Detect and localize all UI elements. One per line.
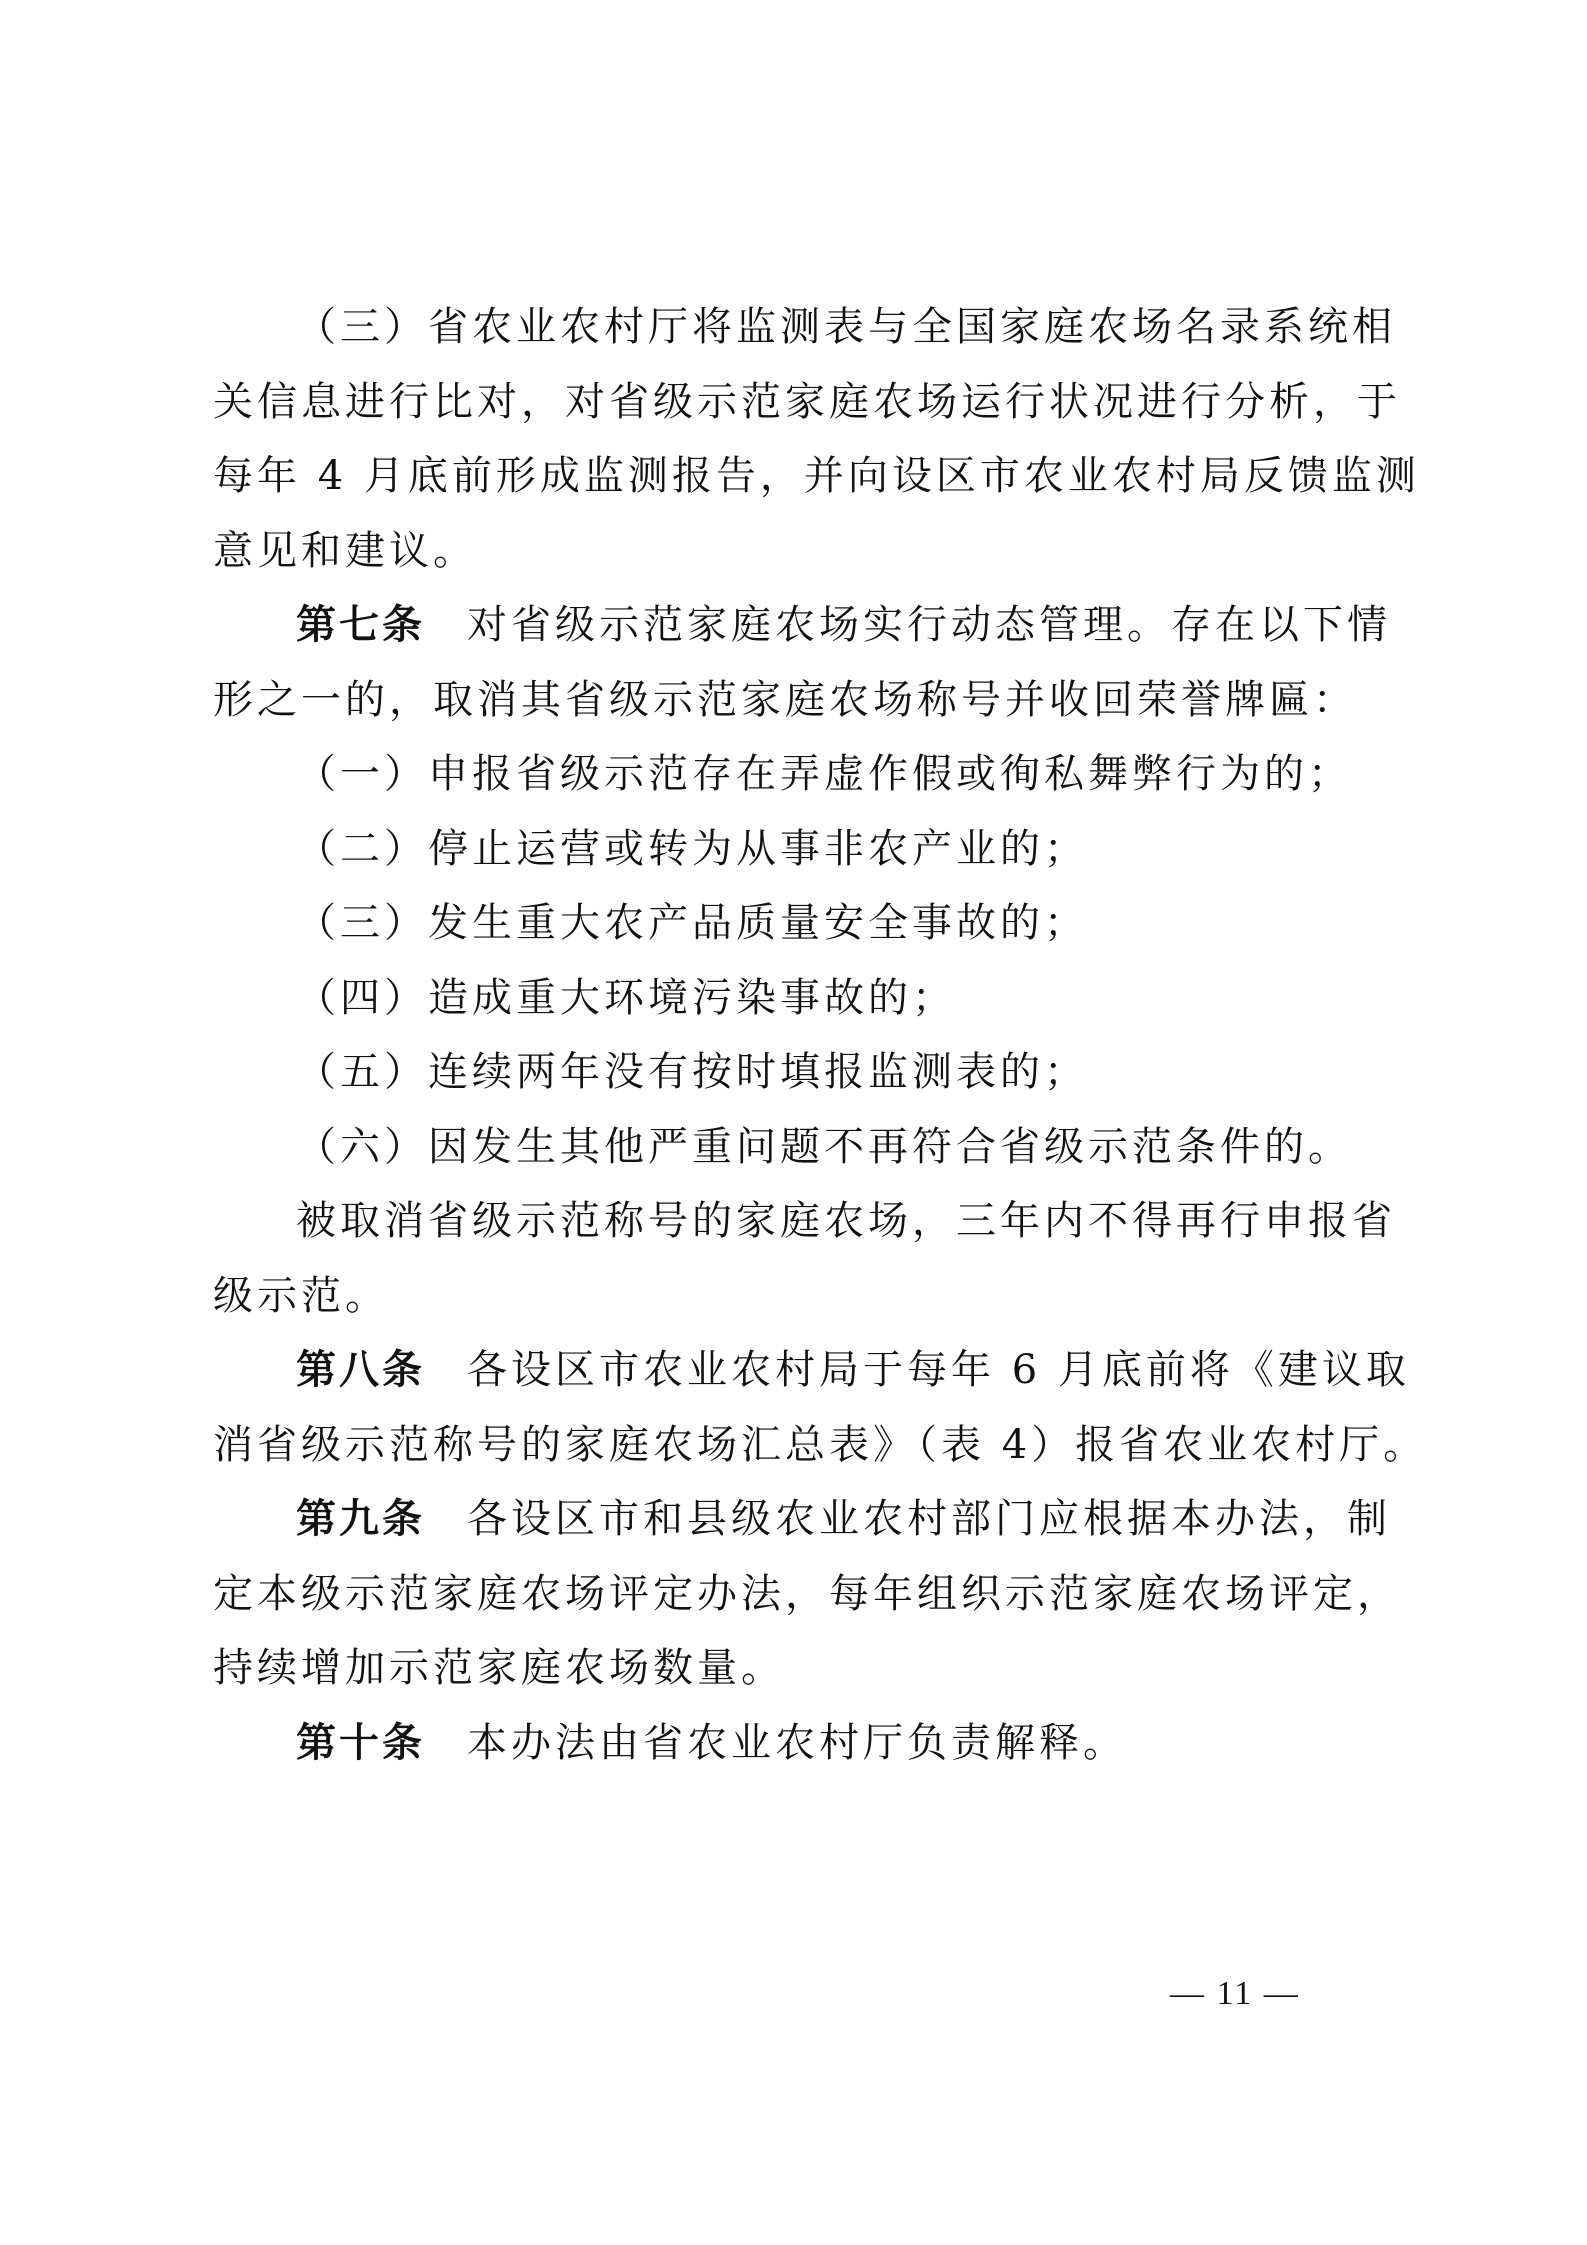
- article-9-line: 第九条 各设区市和县级农业农村部门应根据本办法，制: [296, 1496, 1391, 1542]
- document-body: [213, 290, 1428, 1780]
- text-line: 每年 4 月底前形成监测报告，并向设区市农业农村局反馈监测: [213, 453, 1420, 499]
- article-9-heading: 第九条: [296, 1496, 425, 1542]
- article-10-heading: 第十条: [296, 1719, 425, 1766]
- list-item: （三）发生重大农产品质量安全事故的；: [296, 900, 1088, 946]
- list-item: （二）停止运营或转为从事非农产业的；: [296, 825, 1088, 872]
- list-item: （一）申报省级示范存在弄虚作假或徇私舞弊行为的；: [296, 751, 1352, 797]
- text-line: 定本级示范家庭农场评定办法，每年组织示范家庭农场评定，: [213, 1570, 1401, 1617]
- article-7-heading: 第七条: [296, 602, 425, 648]
- list-item: （六）因发生其他严重问题不再符合省级示范条件的。: [296, 1123, 1352, 1170]
- list-item: （四）造成重大环境污染事故的；: [296, 974, 956, 1021]
- article-7-line: 第七条 对省级示范家庭农场实行动态管理。存在以下情: [296, 602, 1391, 648]
- text-line: 意见和建议。: [213, 527, 477, 574]
- text-line: 形之一的，取消其省级示范家庭农场称号并收回荣誉牌匾：: [213, 676, 1357, 723]
- page-number: — 11 —: [1170, 1975, 1300, 2012]
- text-line: 关信息进行比对，对省级示范家庭农场运行状况进行分析，于: [213, 378, 1401, 425]
- text-line: （三）省农业农村厅将监测表与全国家庭农场名录系统相: [296, 304, 1396, 350]
- article-10-line: 第十条 本办法由省农业农村厅负责解释。: [296, 1719, 1127, 1766]
- article-8-heading: 第八条: [296, 1347, 425, 1393]
- text-line: 持续增加示范家庭农场数量。: [213, 1645, 785, 1691]
- text-line: 消省级示范称号的家庭农场汇总表》（表 4）报省农业农村厅。: [213, 1421, 1428, 1468]
- article-8-line: 第八条 各设区市农业农村局于每年 6 月底前将《建议取: [296, 1347, 1410, 1393]
- list-item: （五）连续两年没有按时填报监测表的；: [296, 1049, 1088, 1095]
- text-line: 级示范。: [213, 1272, 389, 1319]
- text-line: 被取消省级示范称号的家庭农场，三年内不得再行申报省: [296, 1198, 1396, 1244]
